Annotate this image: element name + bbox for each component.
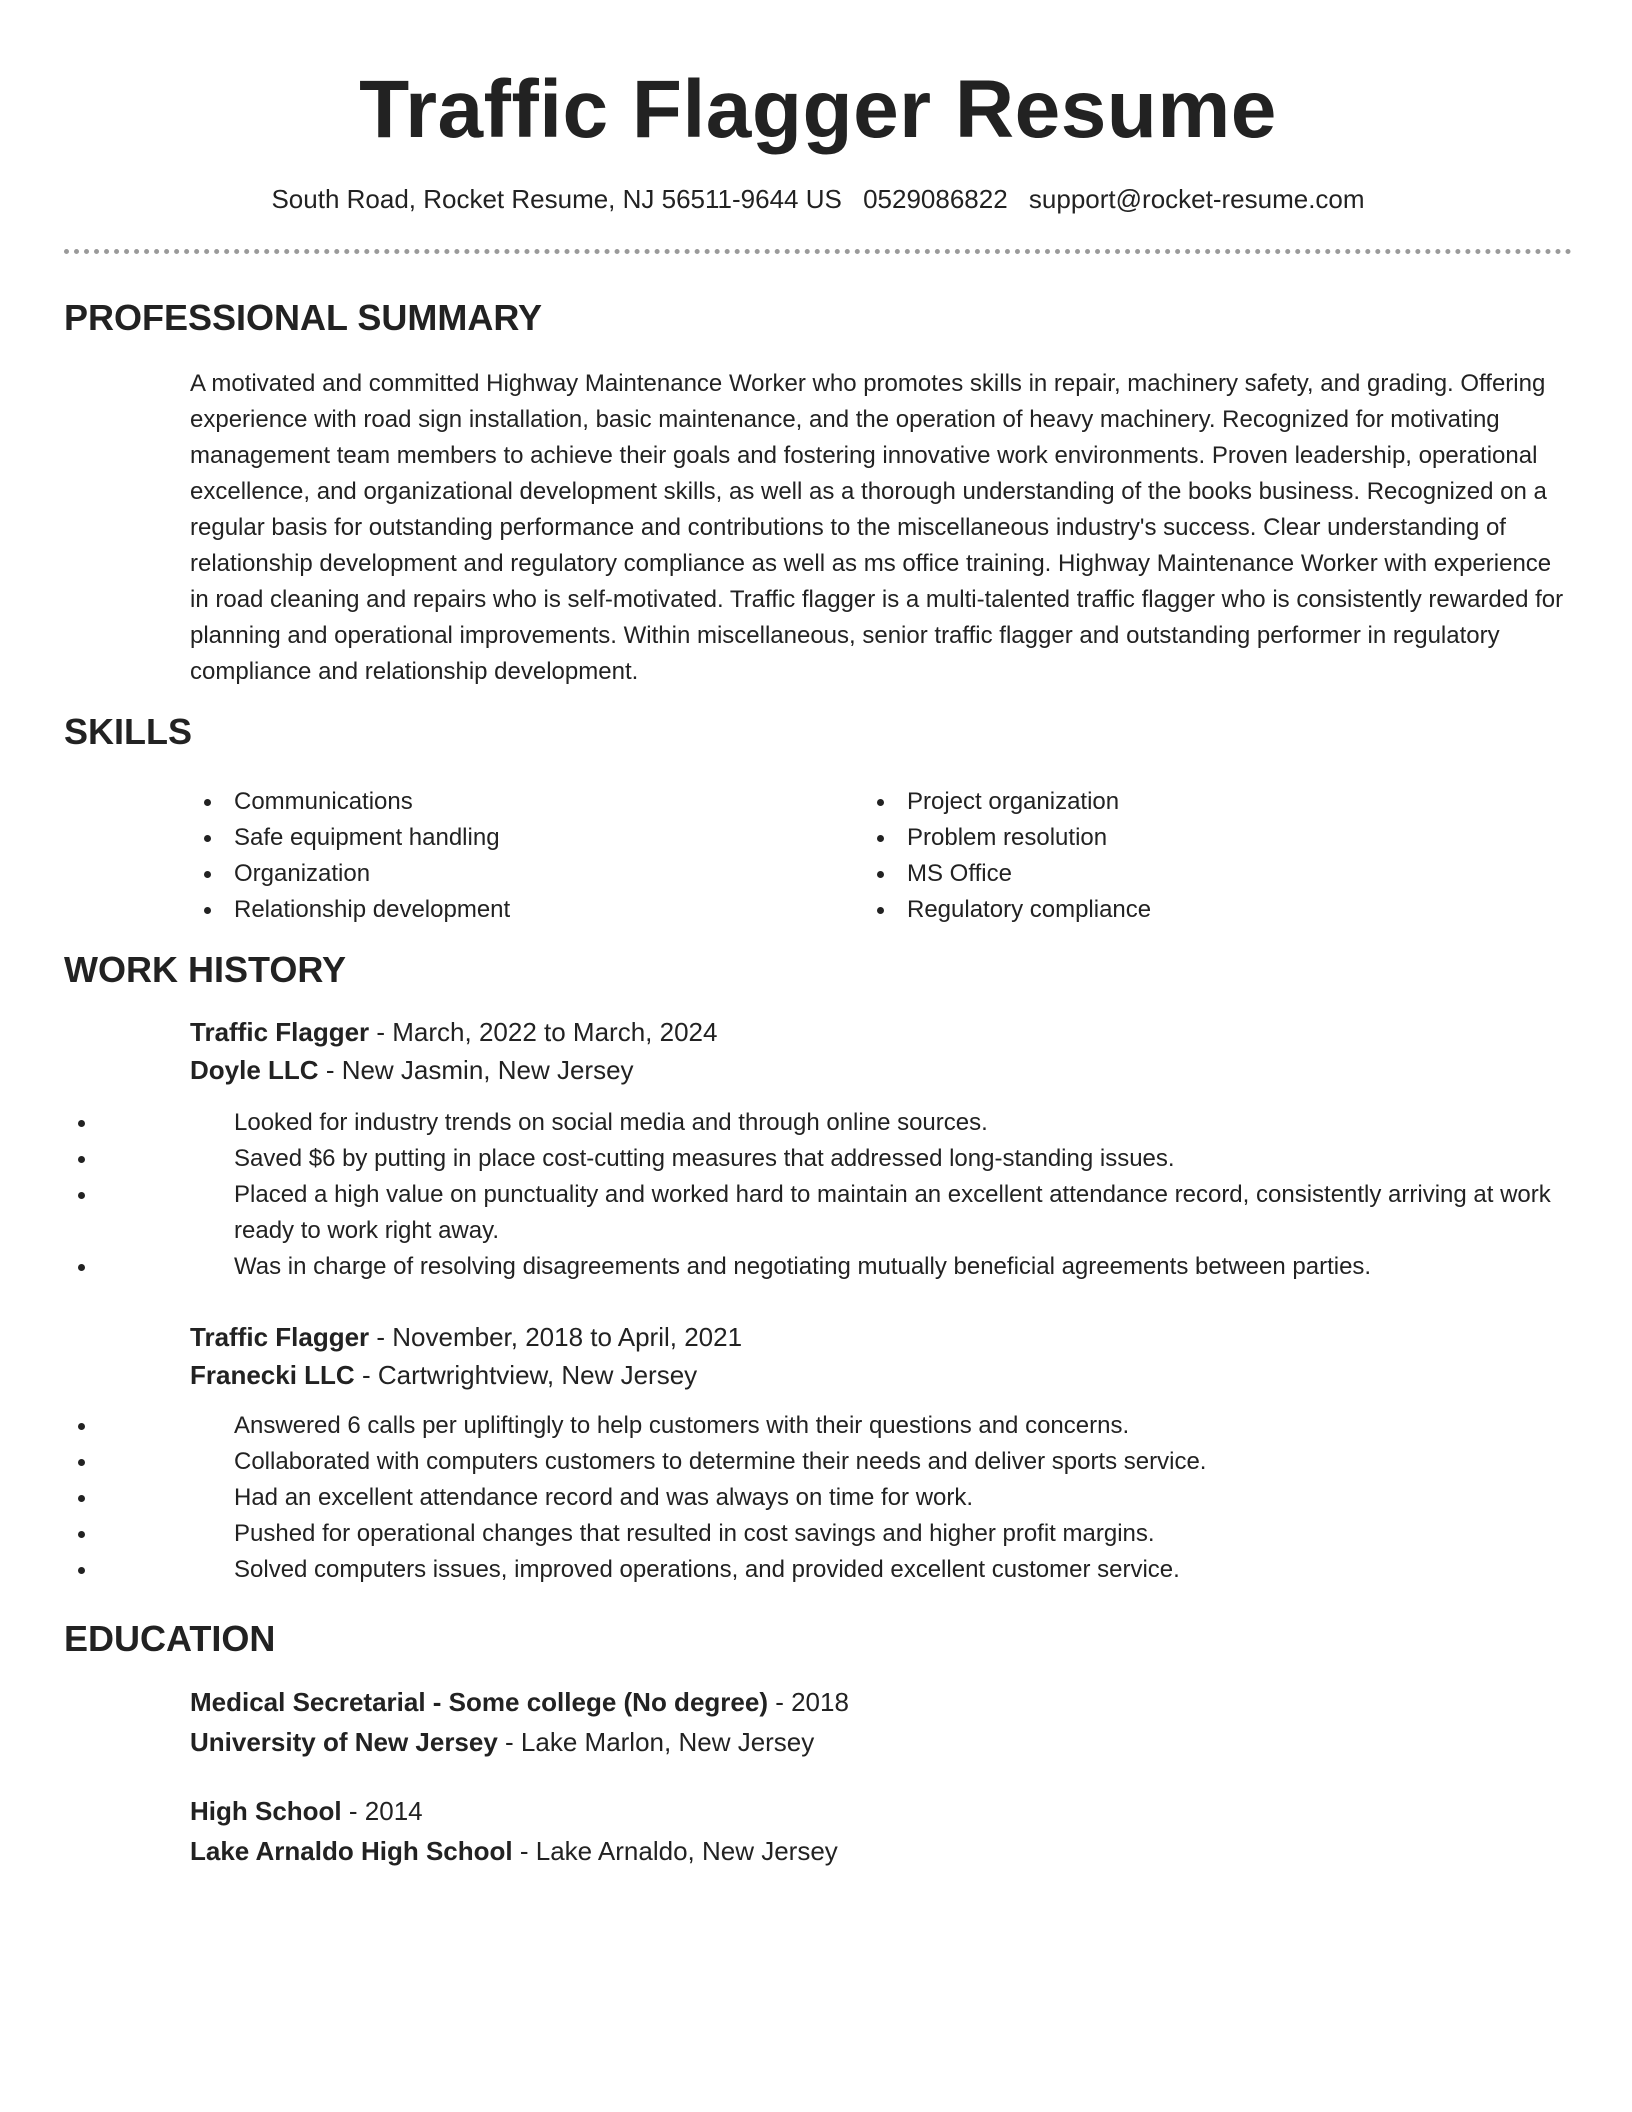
summary-text: A motivated and committed Highway Maintenance Worker who promotes skills in repair, machinery safety, and grading. Offering experience with road sign installation, basic maintenance, and the operation of heavy machinery. Recognized for motivating management team members to achieve their goals and fostering innovative work environments. Proven leadership, operational excellence, and organizational development skills, as well as a thorough understanding of the books business. Recognized on a regular basis for outstanding performance and contributions to the miscellaneous industry's success. Clear understanding of relationship development and regulatory compliance as well as ms office training. Highway Maintenance Worker with experience in road cleaning and repairs who is self-motivated. Traffic flagger is a multi-talented traffic flagger who is consistently rewarded for planning and operational improvements. Within miscellaneous, senior traffic flagger and outstanding performer in regulatory compliance and relationship development. <box>190 370 1564 685</box>
education-degree-line <box>190 1683 1572 1721</box>
work-heading: WORK HISTORY <box>64 949 347 990</box>
skill-item: MS Office <box>863 856 1503 892</box>
education-location: - Lake Arnaldo, New Jersey <box>519 1836 838 1866</box>
education-degree-line <box>190 1792 1572 1830</box>
skills-list-right <box>863 784 1503 928</box>
job-bullet: Answered 6 calls per upliftingly to help customers with their questions and concerns. <box>64 1408 1572 1444</box>
job-company-line <box>190 1051 1572 1089</box>
job-bullet: Had an excellent attendance record and was always on time for work. <box>64 1480 1572 1516</box>
education-entry <box>190 1792 1572 1870</box>
education-year: - 2018 <box>775 1687 849 1717</box>
skill-item: Communications <box>190 784 830 820</box>
header-divider <box>64 249 1572 254</box>
education-school-line <box>190 1723 1572 1761</box>
skill-item: Relationship development <box>190 892 830 928</box>
job-dates: - November, 2018 to April, 2021 <box>376 1322 743 1352</box>
job-title-line <box>190 1318 1572 1356</box>
job-title: Traffic Flagger <box>190 1017 370 1047</box>
education-school: Lake Arnaldo High School <box>190 1836 513 1866</box>
summary-heading: PROFESSIONAL SUMMARY <box>64 297 543 338</box>
education-year: - 2014 <box>348 1796 423 1826</box>
education-location: - Lake Marlon, New Jersey <box>505 1727 815 1757</box>
job-bullet: Placed a high value on punctuality and worked hard to maintain an excellent attendance record, consistently arriving at work ready to work right away. <box>64 1177 1572 1249</box>
education-entry <box>190 1683 1572 1761</box>
job-title: Traffic Flagger <box>190 1322 370 1352</box>
skills-heading: SKILLS <box>64 711 193 752</box>
skill-item: Safe equipment handling <box>190 820 830 856</box>
job-bullet: Saved $6 by putting in place cost-cutting measures that addressed long-standing issues. <box>64 1141 1572 1177</box>
contact-phone[interactable]: 0529086822 <box>863 184 1008 214</box>
skills-list-left <box>190 784 830 928</box>
job-entry <box>190 1318 1572 1588</box>
job-bullet: Solved computers issues, improved operations, and provided excellent customer service. <box>64 1552 1572 1588</box>
job-company: Franecki LLC <box>190 1360 355 1390</box>
skill-item: Project organization <box>863 784 1503 820</box>
job-bullet: Looked for industry trends on social media and through online sources. <box>64 1105 1572 1141</box>
job-bullet: Pushed for operational changes that resulted in cost savings and higher profit margins. <box>64 1516 1572 1552</box>
skill-item: Problem resolution <box>863 820 1503 856</box>
skill-item: Organization <box>190 856 830 892</box>
contact-line <box>64 182 1572 216</box>
skill-item: Regulatory compliance <box>863 892 1503 928</box>
job-bullet: Was in charge of resolving disagreements and negotiating mutually beneficial agreements between parties. <box>64 1249 1572 1285</box>
education-degree: High School <box>190 1796 342 1826</box>
job-dates: - March, 2022 to March, 2024 <box>376 1017 718 1047</box>
job-location: - Cartwrightview, New Jersey <box>361 1360 698 1390</box>
education-degree: Medical Secretarial - Some college (No degree) <box>190 1687 768 1717</box>
contact-address: South Road, Rocket Resume, NJ 56511-9644 US <box>271 184 842 214</box>
education-school-line <box>190 1832 1572 1870</box>
contact-email[interactable]: support@rocket-resume.com <box>1028 184 1365 214</box>
job-company: Doyle LLC <box>190 1055 319 1085</box>
job-company-line <box>190 1356 1572 1394</box>
job-entry <box>190 1013 1572 1285</box>
job-bullets <box>190 1408 1572 1588</box>
job-location: - New Jasmin, New Jersey <box>325 1055 634 1085</box>
job-bullets <box>190 1105 1572 1285</box>
education-school: University of New Jersey <box>190 1727 498 1757</box>
job-title-line <box>190 1013 1572 1051</box>
job-bullet: Collaborated with computers customers to determine their needs and deliver sports service. <box>64 1444 1572 1480</box>
education-heading: EDUCATION <box>64 1618 276 1659</box>
resume-page <box>64 0 1572 1866</box>
resume-title: Traffic Flagger Resume <box>359 64 1277 155</box>
